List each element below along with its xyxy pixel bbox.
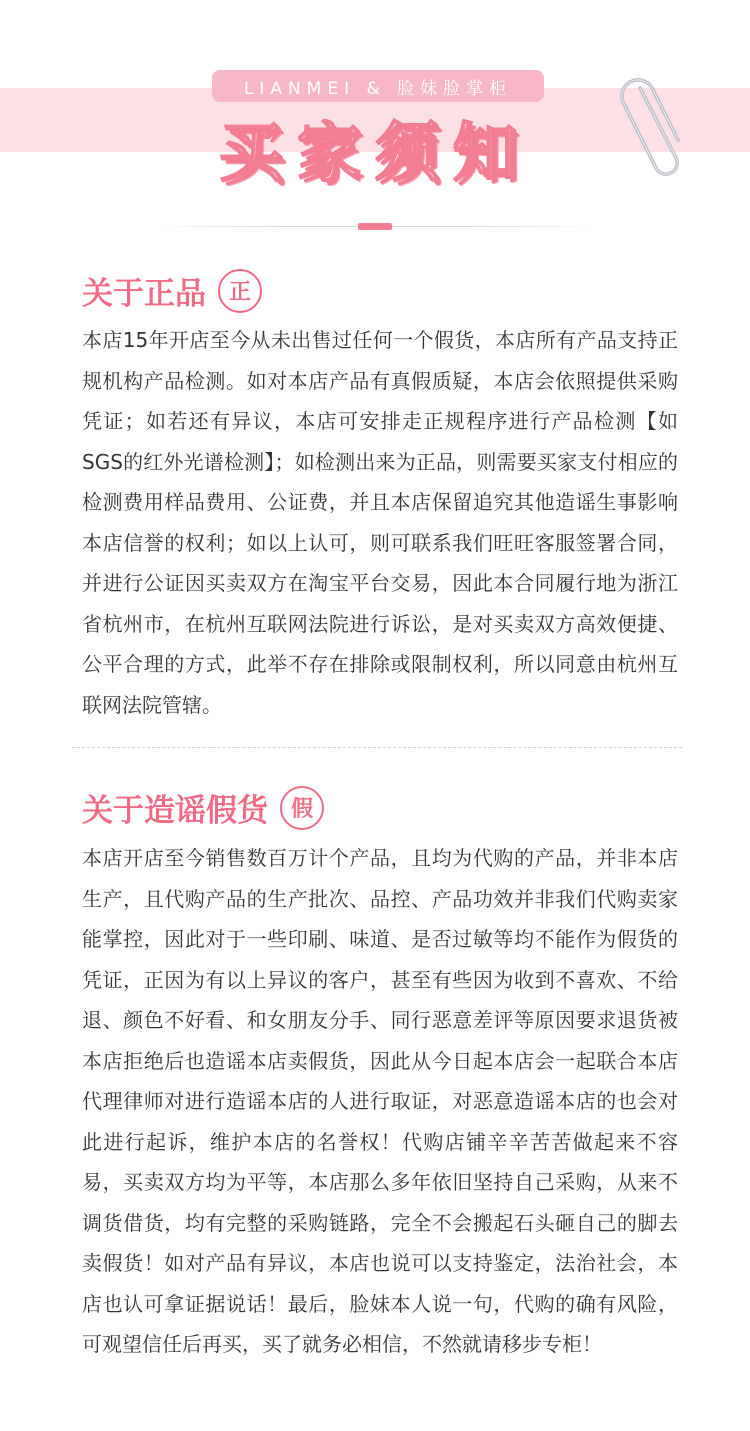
section-text-authentic: 本店15年开店至今从未出售过任何一个假货，本店所有产品支持正规机构产品检测。如对本店产品有真假质疑，本店会依照提供采购凭证；如若还有异议，本店可安排走正规程序进行产品检测【如SGS的红外光谱检测】；如检测出来为正品，则需要买家支付相应的检测费用样品费用、公证费，并且本店保留追究其他造谣生事影响本店信誉的权利；如以上认可，则可联系我们旺旺客服签署合同，并进行公证因买卖双方在淘宝平台交易，因此本合同履行地为浙江省杭州市，在杭州互联网法院进行诉讼，是对买卖双方高效便捷、公平合理的方式，此举不存在排除或限制权利，所以同意由杭州互联网法院管辖。 (82, 328, 678, 717)
section-separator (72, 747, 682, 748)
page-title: 买家须知 (219, 117, 531, 191)
section-title-rumor (82, 785, 324, 830)
brand-pill: LIANMEI & 脸妹脸掌柜 (212, 70, 544, 102)
authentic-badge-icon: 正 (218, 269, 262, 313)
header-divider-mark (358, 223, 392, 230)
paperclip-icon (618, 70, 688, 180)
section-title-text: 关于造谣假货 (82, 793, 268, 829)
fake-badge-icon: 假 (280, 786, 324, 830)
section-text-rumor: 本店开店至今销售数百万计个产品，且均为代购的产品，并非本店生产，且代购产品的生产批次、品控、产品功效并非我们代购卖家能掌控，因此对于一些印刷、味道、是否过敏等均不能作为假货的凭证，正因为有以上异议的客户，甚至有些因为收到不喜欢、不给退、颜色不好看、和女朋友分手、同行恶意差评等原因要求退货被本店拒绝后也造谣本店卖假货，因此从今日起本店会一起联合本店代理律师对进行造谣本店的人进行取证，对恶意造谣本店的也会对此进行起诉，维护本店的名誉权！代购店铺辛辛苦苦做起来不容易，买卖双方均为平等，本店那么多年依旧坚持自己采购，从来不调货借货，均有完整的采购链路，完全不会搬起石头砸自己的脚去卖假货！如对产品有异议，本店也说可以支持鉴定，法治社会，本店也认可拿证据说话！最后，脸妹本人说一句，代购的确有风险，可观望信任后再买，买了就务必相信，不然就请移步专柜！ (82, 846, 678, 1356)
section-title-text: 关于正品 (82, 276, 206, 312)
section-title-authentic (82, 268, 262, 313)
